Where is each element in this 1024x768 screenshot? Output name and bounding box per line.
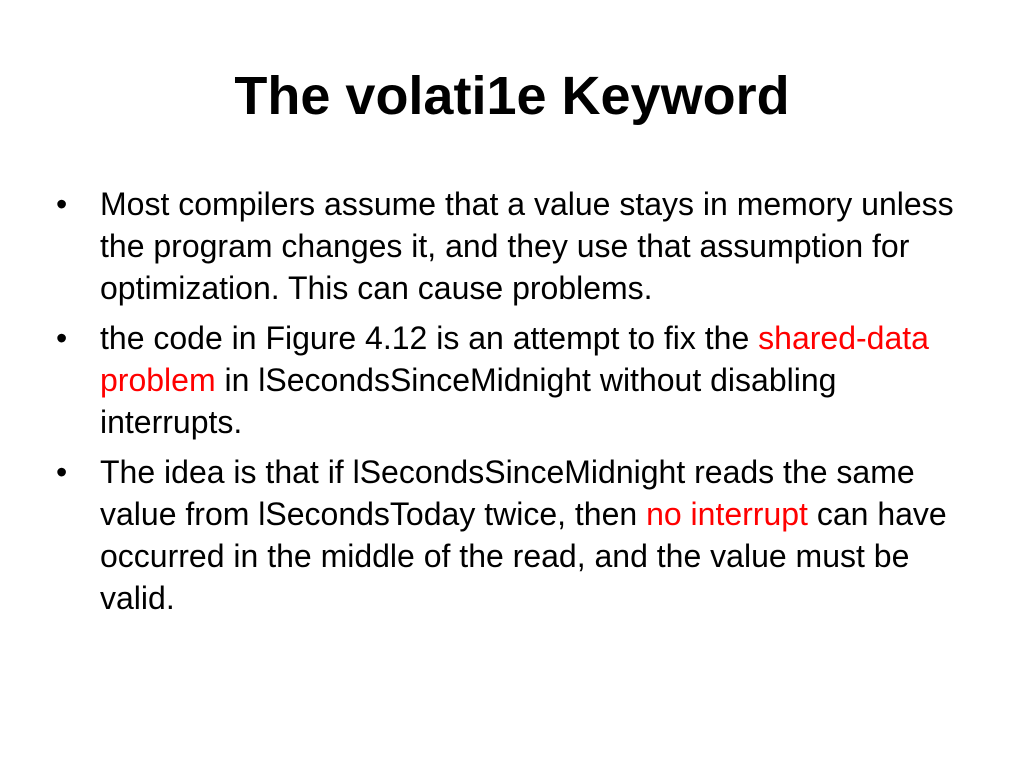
bullet-text-segment: in lSecondsSinceMidnight without disabling interrupts. [100, 362, 837, 440]
highlighted-term: shared-data problem [100, 320, 929, 398]
bullet-item [56, 183, 976, 309]
bullet-text [100, 183, 976, 309]
bullet-text-segment: The idea is that if lSecondsSinceMidnight reads the same value from lSecondsToday twice, then [100, 454, 915, 532]
bullet-text-segment: the code in Figure 4.12 is an attempt to fix the [100, 320, 759, 356]
bullet-text [100, 451, 976, 619]
bullet-icon: • [56, 186, 68, 222]
bullet-list [56, 183, 976, 627]
highlighted-term: no interrupt [646, 496, 808, 532]
slide-title: The volati1e Keyword [234, 66, 790, 126]
bullet-icon: • [56, 454, 68, 490]
bullet-icon: • [56, 320, 68, 356]
bullet-item [56, 317, 976, 443]
bullet-text [100, 317, 976, 443]
bullet-text-segment: can have occurred in the middle of the read, and the value must be valid. [100, 496, 947, 616]
bullet-item [56, 451, 976, 619]
bullet-text-segment: Most compilers assume that a value stays in memory unless the program changes it, and they use that assumption for optimization. This can cause problems. [100, 186, 954, 306]
